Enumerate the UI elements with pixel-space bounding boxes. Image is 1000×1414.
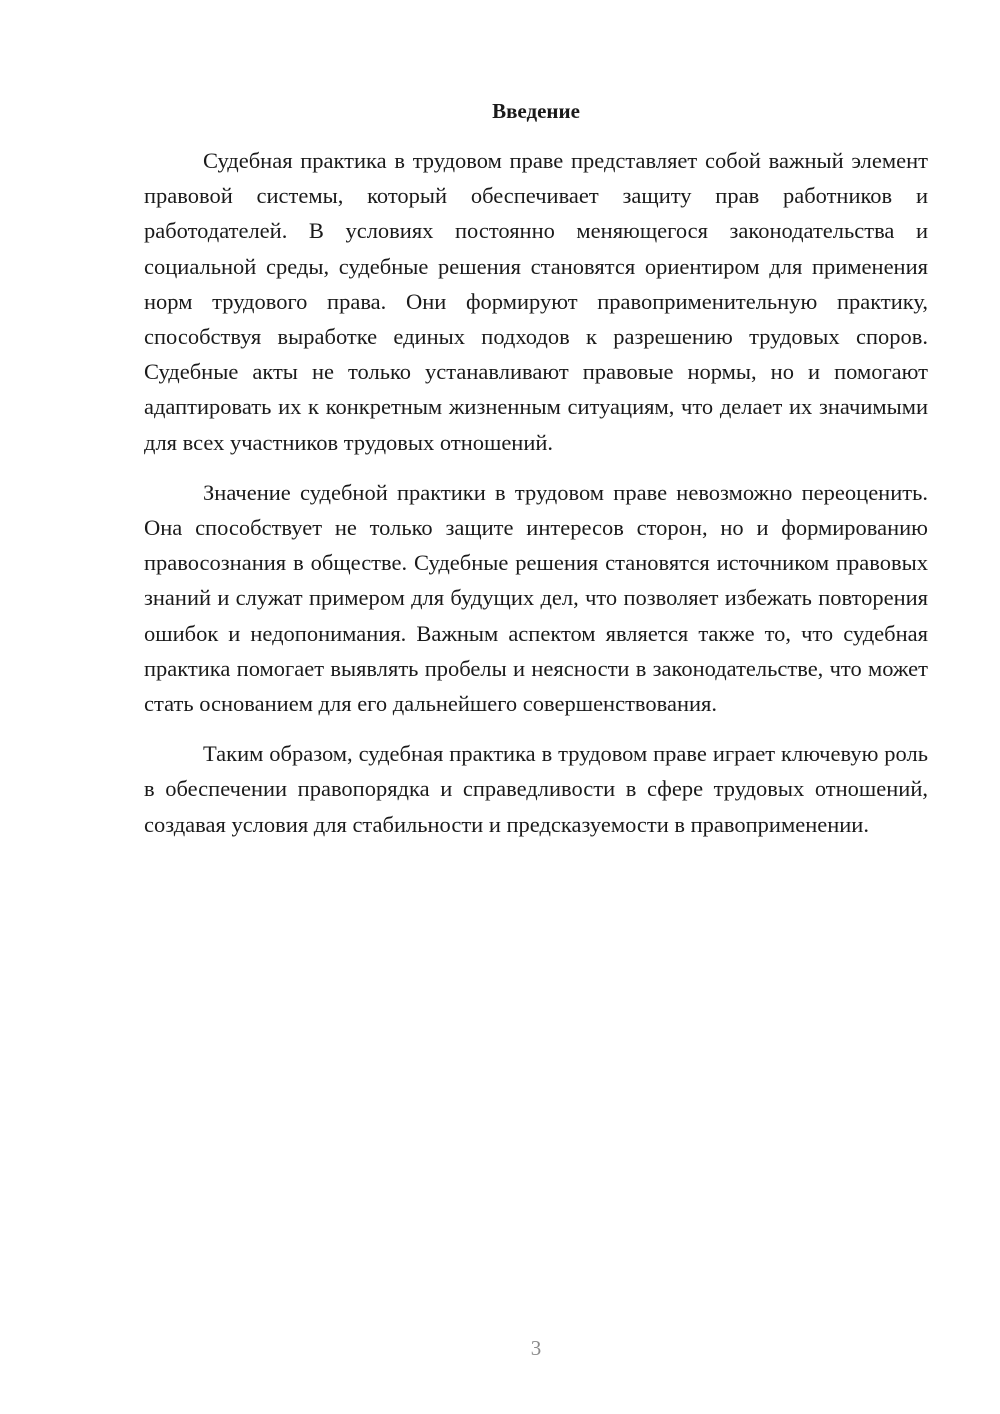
paragraph: Значение судебной практики в трудовом праве невозможно переоценить. Она способствует не только защите интересов сторон, но и формированию правосознания в обществе. Судебные решения становятся источником правовых знаний и служат примером для будущих дел, что позволяет избежать повторения ошибок и недопонимания. Важным аспектом является также то, что судебная практика помогает выявлять пробелы и неясности в законодательстве, что может стать основанием для его дальнейшего совершенствования. <box>144 479 928 717</box>
paragraph: Судебная практика в трудовом праве представляет собой важный элемент правовой системы, который обеспечивает защиту прав работников и работодателей. В условиях постоянно меняющегося законодательства и социальной среды, судебные решения становятся ориентиром для применения норм трудового права. Они формируют правоприменительную практику, способствуя выработке единых подходов к разрешению трудовых споров. Судебные акты не только устанавливают правовые нормы, но и помогают адаптировать их к конкретным жизненным ситуациям, что делает их значимыми для всех участников трудовых отношений. <box>144 148 928 455</box>
section-title: Введение <box>492 99 580 123</box>
page-number: 3 <box>530 1336 542 1360</box>
paragraph: Таким образом, судебная практика в трудовом праве играет ключевую роль в обеспечении правопорядка и справедливости в сфере трудовых отношений, создавая условия для стабильности и предсказуемости в правоприменении. <box>144 741 928 837</box>
document-body <box>144 143 928 842</box>
